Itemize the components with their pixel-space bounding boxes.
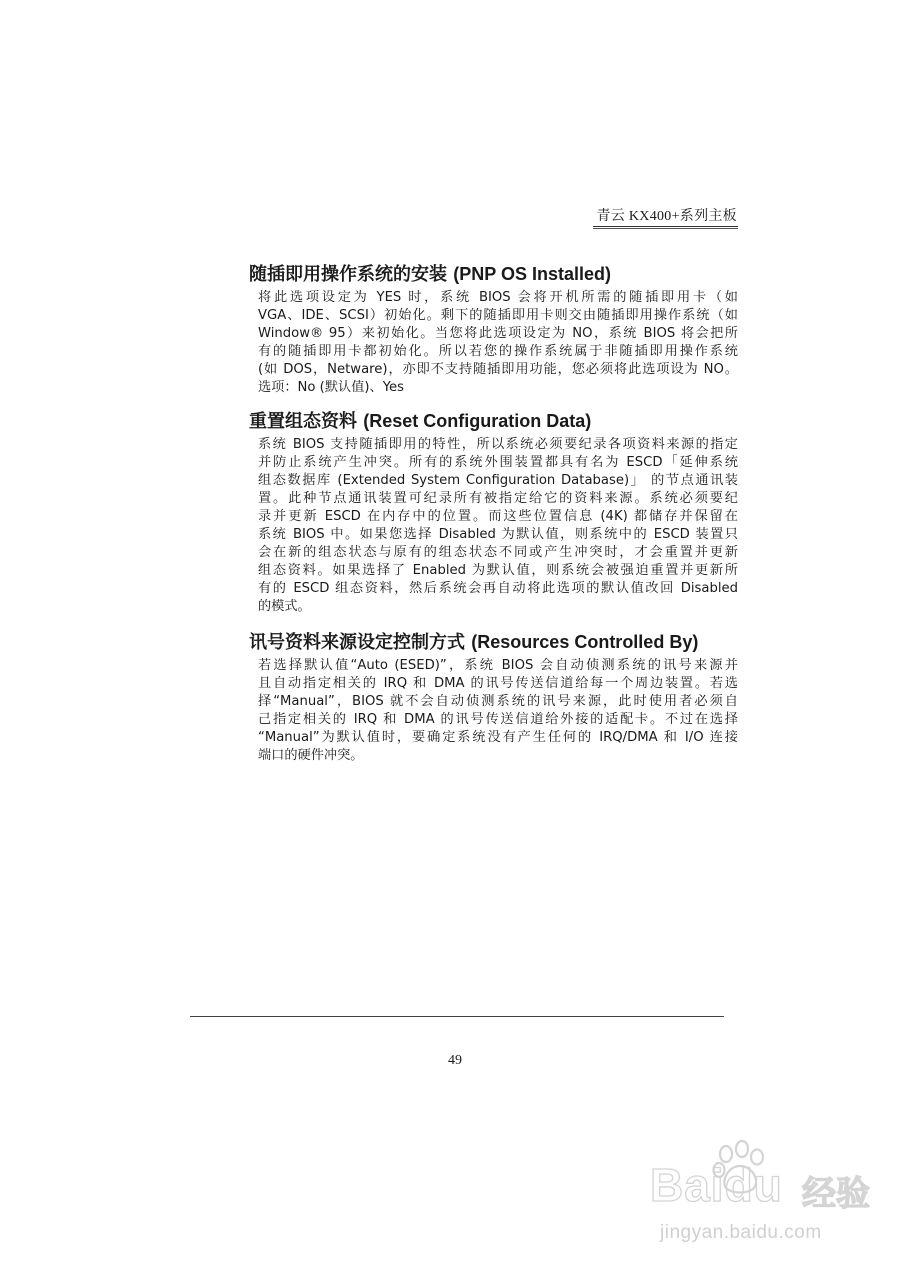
body-line: 并防止系统产生冲突。所有的系统外围装置都具有名为 ESCD「延伸系统 <box>258 455 738 470</box>
body-line: 选项：No (默认值)、Yes <box>258 380 405 395</box>
body-line: 若选择默认值“Auto (ESED)”，系统 BIOS 会自动侦测系统的讯号来源并 <box>258 658 738 673</box>
section-body <box>258 289 738 397</box>
body-line: Window® 95）来初始化。当您将此选项设定为 NO，系统 BIOS 将会把所 <box>258 326 738 341</box>
page-number: 49 <box>448 1053 462 1068</box>
body-line: “Manual”为默认值时，要确定系统没有产生任何的 IRQ/DMA 和 I/O 连接 <box>258 730 738 745</box>
baidu-jingyan-watermark <box>640 1140 890 1260</box>
running-header: 青云 KX400+系列主板 <box>596 209 737 224</box>
section-title-en: (PNP OS Installed) <box>453 264 611 284</box>
header-rule-double <box>593 228 738 229</box>
section-title-en: (Reset Configuration Data) <box>363 411 592 431</box>
body-line: 且自动指定相关的 IRQ 和 DMA 的讯号传送信道给每一个周边装置。若选 <box>258 676 738 691</box>
body-line: 系统 BIOS 支持随插即用的特性，所以系统必须要纪录各项资料来源的指定 <box>258 437 738 452</box>
section-title <box>249 631 739 654</box>
body-line: 组态数据库 (Extended System Configuration Database)」 的节点通讯装 <box>258 473 738 488</box>
body-line: 将此选项设定为 YES 时，系统 BIOS 会将开机所需的随插即用卡（如 <box>258 290 738 305</box>
body-line: 组态资料。如果选择了 Enabled 为默认值，则系统会被强迫重置并更新所 <box>258 563 738 578</box>
watermark-brand-cn: 经验 <box>802 1174 870 1214</box>
section-title-cn: 讯号资料来源设定控制方式 <box>249 632 465 653</box>
section-resources-controlled-by <box>249 631 739 765</box>
body-line: 有的随插即用卡都初始化。所以若您的操作系统属于非随插即用操作系统 <box>258 344 738 359</box>
section-title-cn: 随插即用操作系统的安装 <box>249 264 447 285</box>
body-line: 有的 ESCD 组态资料，然后系统会再自动将此选项的默认值改回 Disabled <box>258 581 738 596</box>
body-line: 己指定相关的 IRQ 和 DMA 的讯号传送信道给外接的适配卡。不过在选择 <box>258 712 738 727</box>
body-line: 的模式。 <box>258 599 311 614</box>
body-line: 择“Manual”，BIOS 就不会自动侦测系统的讯号来源，此时使用者必须自 <box>258 694 738 709</box>
section-title-cn: 重置组态资料 <box>249 411 357 432</box>
body-line: VGA、IDE、SCSI）初始化。剩下的随插即用卡则交由随插即用操作系统（如 <box>258 308 738 323</box>
section-body <box>258 436 738 616</box>
body-line: 置。此种节点通讯装置可纪录所有被指定给它的资料来源。系统必须要纪 <box>258 491 738 506</box>
body-line: 录并更新 ESCD 在内存中的位置。而这些位置信息 (4K) 都储存并保留在 <box>258 509 738 524</box>
section-title <box>249 263 739 286</box>
body-line: 系统 BIOS 中。如果您选择 Disabled 为默认值，则系统中的 ESCD 装置只 <box>258 527 738 542</box>
body-line: 端口的硬件冲突。 <box>258 748 364 763</box>
header-rule <box>593 226 738 227</box>
section-title-en: (Resources Controlled By) <box>471 632 699 652</box>
watermark-url: jingyan.baidu.com <box>660 1222 822 1243</box>
body-line: (如 DOS，Netware)，亦即不支持随插即用功能，您必须将此选项设为 NO。 <box>258 362 738 377</box>
footer-rule <box>190 1016 724 1017</box>
section-title <box>249 410 739 433</box>
section-body <box>258 657 738 765</box>
body-line: 会在新的组态状态与原有的组态状态不同或产生冲突时，才会重置并更新 <box>258 545 738 560</box>
section-pnp-os-installed <box>249 263 739 397</box>
watermark-logo: Baidu <box>650 1159 783 1211</box>
section-reset-configuration-data <box>249 410 739 616</box>
